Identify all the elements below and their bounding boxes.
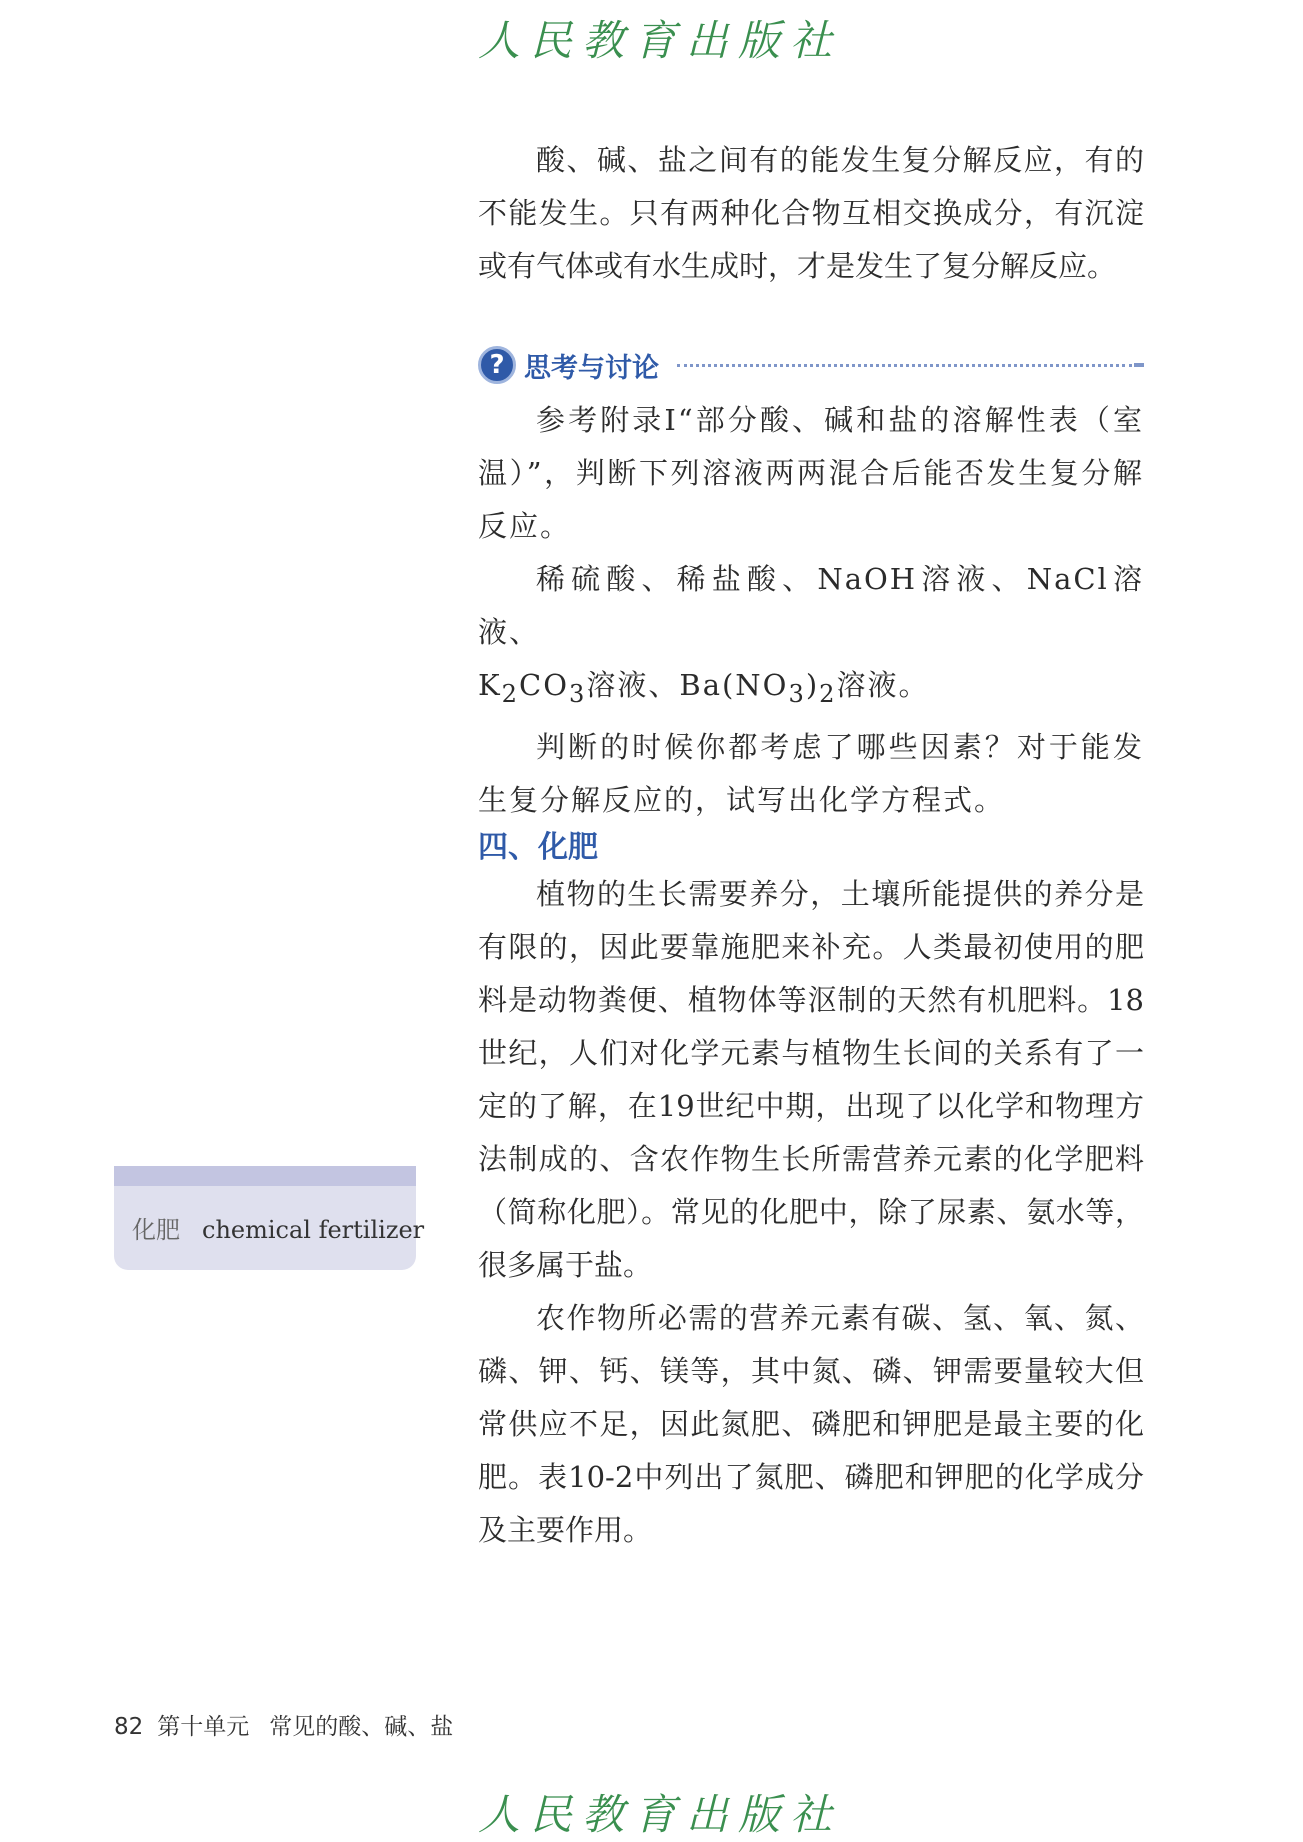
dotted-divider [677,364,1132,367]
formula-close: ) [805,668,820,702]
discussion-paragraph-1: 参考附录I“部分酸、碱和盐的溶解性表（室温）”，判断下列溶液两两混合后能否发生复分解反应。 [478,403,1144,543]
footer-title: 常见的酸、碱、盐 [269,1714,454,1740]
question-icon: ? [478,346,516,384]
section-paragraph-2: 农作物所必需的营养元素有碳、氢、氧、氮、磷、钾、钙、镁等，其中氮、磷、钾需要量较大但常供应不足，因此氮肥、磷肥和钾肥是最主要的化肥。表10-2中列出了氮肥、磷肥和钾肥的化学成分及主要作用。 [478,1301,1144,1547]
divider-end [1134,363,1144,367]
discussion-body [478,394,1144,827]
intro-paragraph: 酸、碱、盐之间有的能发生复分解反应，有的不能发生。只有两种化合物互相交换成分，有沉淀或有气体或有水生成时，才是发生了复分解反应。 [478,143,1144,283]
glossary-cn: 化肥 [132,1216,180,1244]
glossary-box [114,1166,425,1270]
formula-k: K [478,668,502,702]
section-paragraph-1: 植物的生长需要养分，土壤所能提供的养分是有限的，因此要靠施肥来补充。人类最初使用的肥料是动物粪便、植物体等沤制的天然有机肥料。18世纪，人们对化学元素与植物生长间的关系有了一定的了解，在19世纪中期，出现了以化学和物理方法制成的、含农作物生长所需营养元素的化学肥料（简称化肥）。常见的化肥中，除了尿素、氨水等，很多属于盐。 [478,877,1144,1282]
formula-sub: 2 [819,679,837,708]
glossary-bar [114,1166,416,1186]
glossary-en: chemical fertilizer [202,1216,425,1244]
footer-unit: 第十单元 [157,1714,250,1740]
intro-paragraph-block [478,134,1144,293]
formula-mid: 溶液、Ba(NO [586,668,789,702]
formula-end: 溶液。 [836,668,930,702]
formula-sub: 3 [569,679,587,708]
discussion-title: 思考与讨论 [524,352,659,384]
formula-co: CO [519,668,570,702]
glossary-term [132,1210,424,1245]
discussion-paragraph-2 [478,553,1144,659]
discussion-paragraph-2b [478,659,1144,721]
section-heading: 四、化肥 [478,830,598,865]
section-body [478,868,1144,1557]
publisher-logo-bottom: 人民教育出版社 [477,1790,842,1839]
page-footer [114,1708,453,1741]
discussion-header [478,340,1144,390]
solution-list-a: 稀硫酸、稀盐酸、NaOH溶液、NaCl溶液、 [478,562,1144,649]
discussion-paragraph-3: 判断的时候你都考虑了哪些因素？对于能发生复分解反应的，试写出化学方程式。 [478,729,1144,817]
publisher-logo-top: 人民教育出版社 [477,16,842,65]
formula-sub: 2 [501,679,520,708]
page-number: 82 [114,1714,144,1740]
formula-sub: 3 [788,679,806,708]
